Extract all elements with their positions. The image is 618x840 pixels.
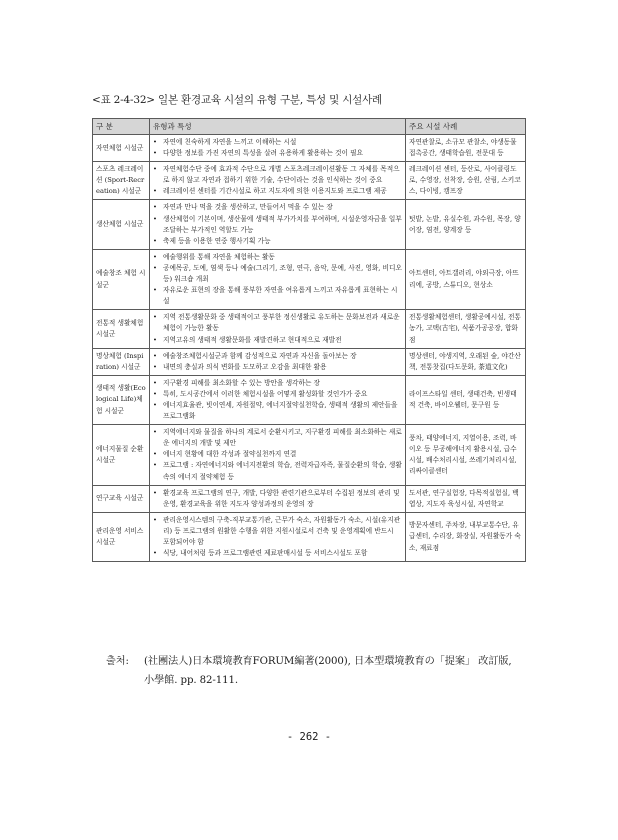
- source-label: 출처:: [106, 656, 129, 667]
- bullet-item: • 지역에너지와 물질을 하나의 계로서 순환시키고, 지구환경 피해를 최소화하는 새로운 에너지의 개발 및 제안: [153, 427, 402, 449]
- bullet-item: • 내면의 충실과 의식 변화를 도모하고 오감을 최대한 활용: [153, 362, 402, 373]
- bullet-item: • 자연체험수단 중에 효과적 수단으로 개별 스포츠레크레이션활동 그 자체를 목적으로 하지 않고 자연과 접하기 위한 기술, 수단이라는 것을 인식하는 것이 중요: [153, 164, 402, 186]
- table-header-row: [93, 119, 526, 135]
- description-cell: [150, 135, 406, 162]
- bullet-item: • 프로그램 : 자연에너지와 에너지전환의 학습, 전력자급자족, 물질순환의 학습, 생활 속의 에너지 절약체험 등: [153, 460, 402, 482]
- bullet-item: • 식당, 내어처렁 등과 프로그램관련 제료판매시설 등 서비스시설도 포함: [153, 548, 402, 559]
- bullet-item: • 자유로운 표현의 장을 통해 풍부한 자연을 여유롭게 느끼고 자유롭게 표현하는 시설: [153, 285, 402, 307]
- examples-cell: 자연관찰로, 소규모 관찰소, 야생동물접촉공간, 생태학습원, 전문대 등: [406, 135, 526, 162]
- bullet-item: • 에너지효율관, 빗이연세, 자원절약, 에너지절약실천학습, 생태적 생활의 제안들을 프로그램화: [153, 400, 402, 422]
- description-cell: [150, 249, 406, 309]
- bullet-list: [153, 515, 402, 559]
- category-cell: 스포츠 레크레이션 (Sport-Recreation) 시설군: [93, 162, 150, 200]
- category-cell: 전통적 생활체험 시설군: [93, 310, 150, 348]
- table-caption: <표 2-4-32> 일본 환경교육 시설의 유형 구분, 특성 및 시설사례: [92, 94, 382, 106]
- source-citation: [106, 652, 536, 690]
- examples-cell: 전통생활체험센터, 생활공예시설, 전통농가, 고택(古宅), 식품가공공장, 합화점: [406, 310, 526, 348]
- examples-cell: 라이프스타일 센터, 생태건축, 빈생태적 건축, 바이오웰터, 문구원 등: [406, 375, 526, 424]
- header-type-characteristics: 유형과 특성: [150, 119, 406, 135]
- table-row: [93, 348, 526, 375]
- bullet-item: • 지구환경 피해를 최소화할 수 있는 방안을 생각하는 장: [153, 378, 402, 389]
- bullet-list: [153, 312, 402, 345]
- table-row: [93, 375, 526, 424]
- bullet-list: [153, 488, 402, 510]
- bullet-item: • 생산체험이 기본이며, 생산물에 생태적 부가가치를 부여하며, 시설운영자금을 일부 조달하는 부가적인 역할도 가능: [153, 214, 402, 236]
- bullet-item: • 레크레이션 센터를 기간시설로 하고 지도자에 의한 이용지도와 프로그램 제공: [153, 186, 402, 197]
- description-cell: [150, 310, 406, 348]
- bullet-list: [153, 137, 402, 159]
- bullet-list: [153, 202, 402, 246]
- examples-cell: 풍차, 태양에너지, 지열이용, 조력, 바이오 등 무공해에너지 활용시설, 급수시설, 배수처리시설, 쓰레기처리시설, 리싸이클센터: [406, 425, 526, 485]
- examples-cell: 도서관, 연구실험장, 다목적실험실, 백엽상, 지도자 육성시설, 자연학교: [406, 485, 526, 512]
- description-cell: [150, 512, 406, 561]
- description-cell: [150, 375, 406, 424]
- bullet-item: • 다양한 정보를 가진 자연의 특성을 살려 유용하게 활용하는 것이 필요: [153, 148, 402, 159]
- category-cell: 명상체험 (Inspiration) 시설군: [93, 348, 150, 375]
- table-row: [93, 162, 526, 200]
- bullet-item: • 특히, 도시공간에서 이러한 체험시설을 어떻게 활성화할 것인가가 중요: [153, 389, 402, 400]
- bullet-item: • 관리운영시스템의 구축-직부교통기관, 근무가 숙소, 자원활동가 숙소, 시설(유지관리) 등 프로그램의 원활한 수행을 위한 지원시설로서 건축 및 운영계획에 반드시 포함되어야 함: [153, 515, 402, 548]
- bullet-item: • 환경교육 프로그램의 연구, 개발, 다양한 관련기관으로부터 수집된 정보의 관리 및 운영, 환경교육을 위한 지도자 양성과정의 운영의 장: [153, 488, 402, 510]
- bullet-list: [153, 164, 402, 197]
- description-cell: [150, 162, 406, 200]
- examples-cell: 레크레이션 센터, 등산로, 사이클링도로, 수영장, 선착장, 승원, 산림, 스키코스, 다이빙, 캠프장: [406, 162, 526, 200]
- bullet-item: • 축제 등을 이용한 연중 행사기획 가능: [153, 236, 402, 247]
- header-category: 구 분: [93, 119, 150, 135]
- examples-cell: 명상센터, 야생지역, 오래된 숲, 야간산책, 전통찻집(다도문화, 茶道文化): [406, 348, 526, 375]
- category-cell: 자연체험 시설군: [93, 135, 150, 162]
- category-cell: 연구교육 시설군: [93, 485, 150, 512]
- table-row: [93, 200, 526, 249]
- bullet-list: [153, 427, 402, 482]
- table-row: [93, 135, 526, 162]
- bullet-list: [153, 252, 402, 307]
- bullet-item: • 자연에 친숙하게 자연을 느끼고 이해하는 시설: [153, 137, 402, 148]
- table-row: [93, 485, 526, 512]
- examples-cell: 텃밭, 논밭, 유실수원, 과수원, 목장, 양어장, 염전, 양계장 등: [406, 200, 526, 249]
- description-cell: [150, 485, 406, 512]
- bullet-list: [153, 378, 402, 422]
- category-cell: 예술창조 체험 시설군: [93, 249, 150, 309]
- table-row: [93, 310, 526, 348]
- description-cell: [150, 425, 406, 485]
- category-cell: 생산체험 시설군: [93, 200, 150, 249]
- examples-cell: 방문자센터, 주차장, 내부교통수단, 유급센터, 수리장, 화장실, 자원활동가 숙소, 재료점: [406, 512, 526, 561]
- bullet-item: • 지역고유의 생태적 생활문화를 재발견하고 현대적으로 재발전: [153, 335, 402, 346]
- examples-cell: 아트센터, 아트갤러리, 야외극장, 아뜨리에, 공방, 스튜디오, 현상소: [406, 249, 526, 309]
- source-line-2: 小學館. pp. 82-111.: [144, 675, 239, 686]
- table-row: [93, 249, 526, 309]
- bullet-item: • 공예목공, 도예, 염색 등나 예술(그리기, 조형, 연극, 음악, 문예, 사진, 영화, 비디오 등) 워크숍 개최: [153, 263, 402, 285]
- bullet-item: • 자연과 만나 먹을 것을 생산하고, 만들어서 먹을 수 있는 장: [153, 202, 402, 213]
- table-row: [93, 512, 526, 561]
- description-cell: [150, 200, 406, 249]
- category-cell: 에너지물질 순환 시설군: [93, 425, 150, 485]
- facility-type-table: [92, 118, 526, 562]
- category-cell: 생태적 생활(Ecological Life)체험 시설군: [93, 375, 150, 424]
- category-cell: 관리운영 서비스 시설군: [93, 512, 150, 561]
- table-row: [93, 425, 526, 485]
- description-cell: [150, 348, 406, 375]
- table-body: [93, 135, 526, 562]
- bullet-item: • 지역 전통생활문화 중 생태적이고 풍부한 정신생활로 유도하는 문화보전과 새로운 체험이 가능한 활동: [153, 312, 402, 334]
- header-examples: 주요 시설 사례: [406, 119, 526, 135]
- bullet-item: • 에너지 현황에 대한 각성과 절약실천까지 연결: [153, 449, 402, 460]
- bullet-list: [153, 351, 402, 373]
- page-number: - 262 -: [286, 731, 332, 743]
- source-line-1: (社團法人)日本環境教育FORUM編著(2000), 日本型環境教育の「提案」 改訂版,: [144, 656, 512, 667]
- bullet-item: • 예술행위를 통해 자연을 체험하는 활동: [153, 252, 402, 263]
- bullet-item: • 예술창조체험시설군과 함께 감성적으로 자연과 자신을 돌아보는 장: [153, 351, 402, 362]
